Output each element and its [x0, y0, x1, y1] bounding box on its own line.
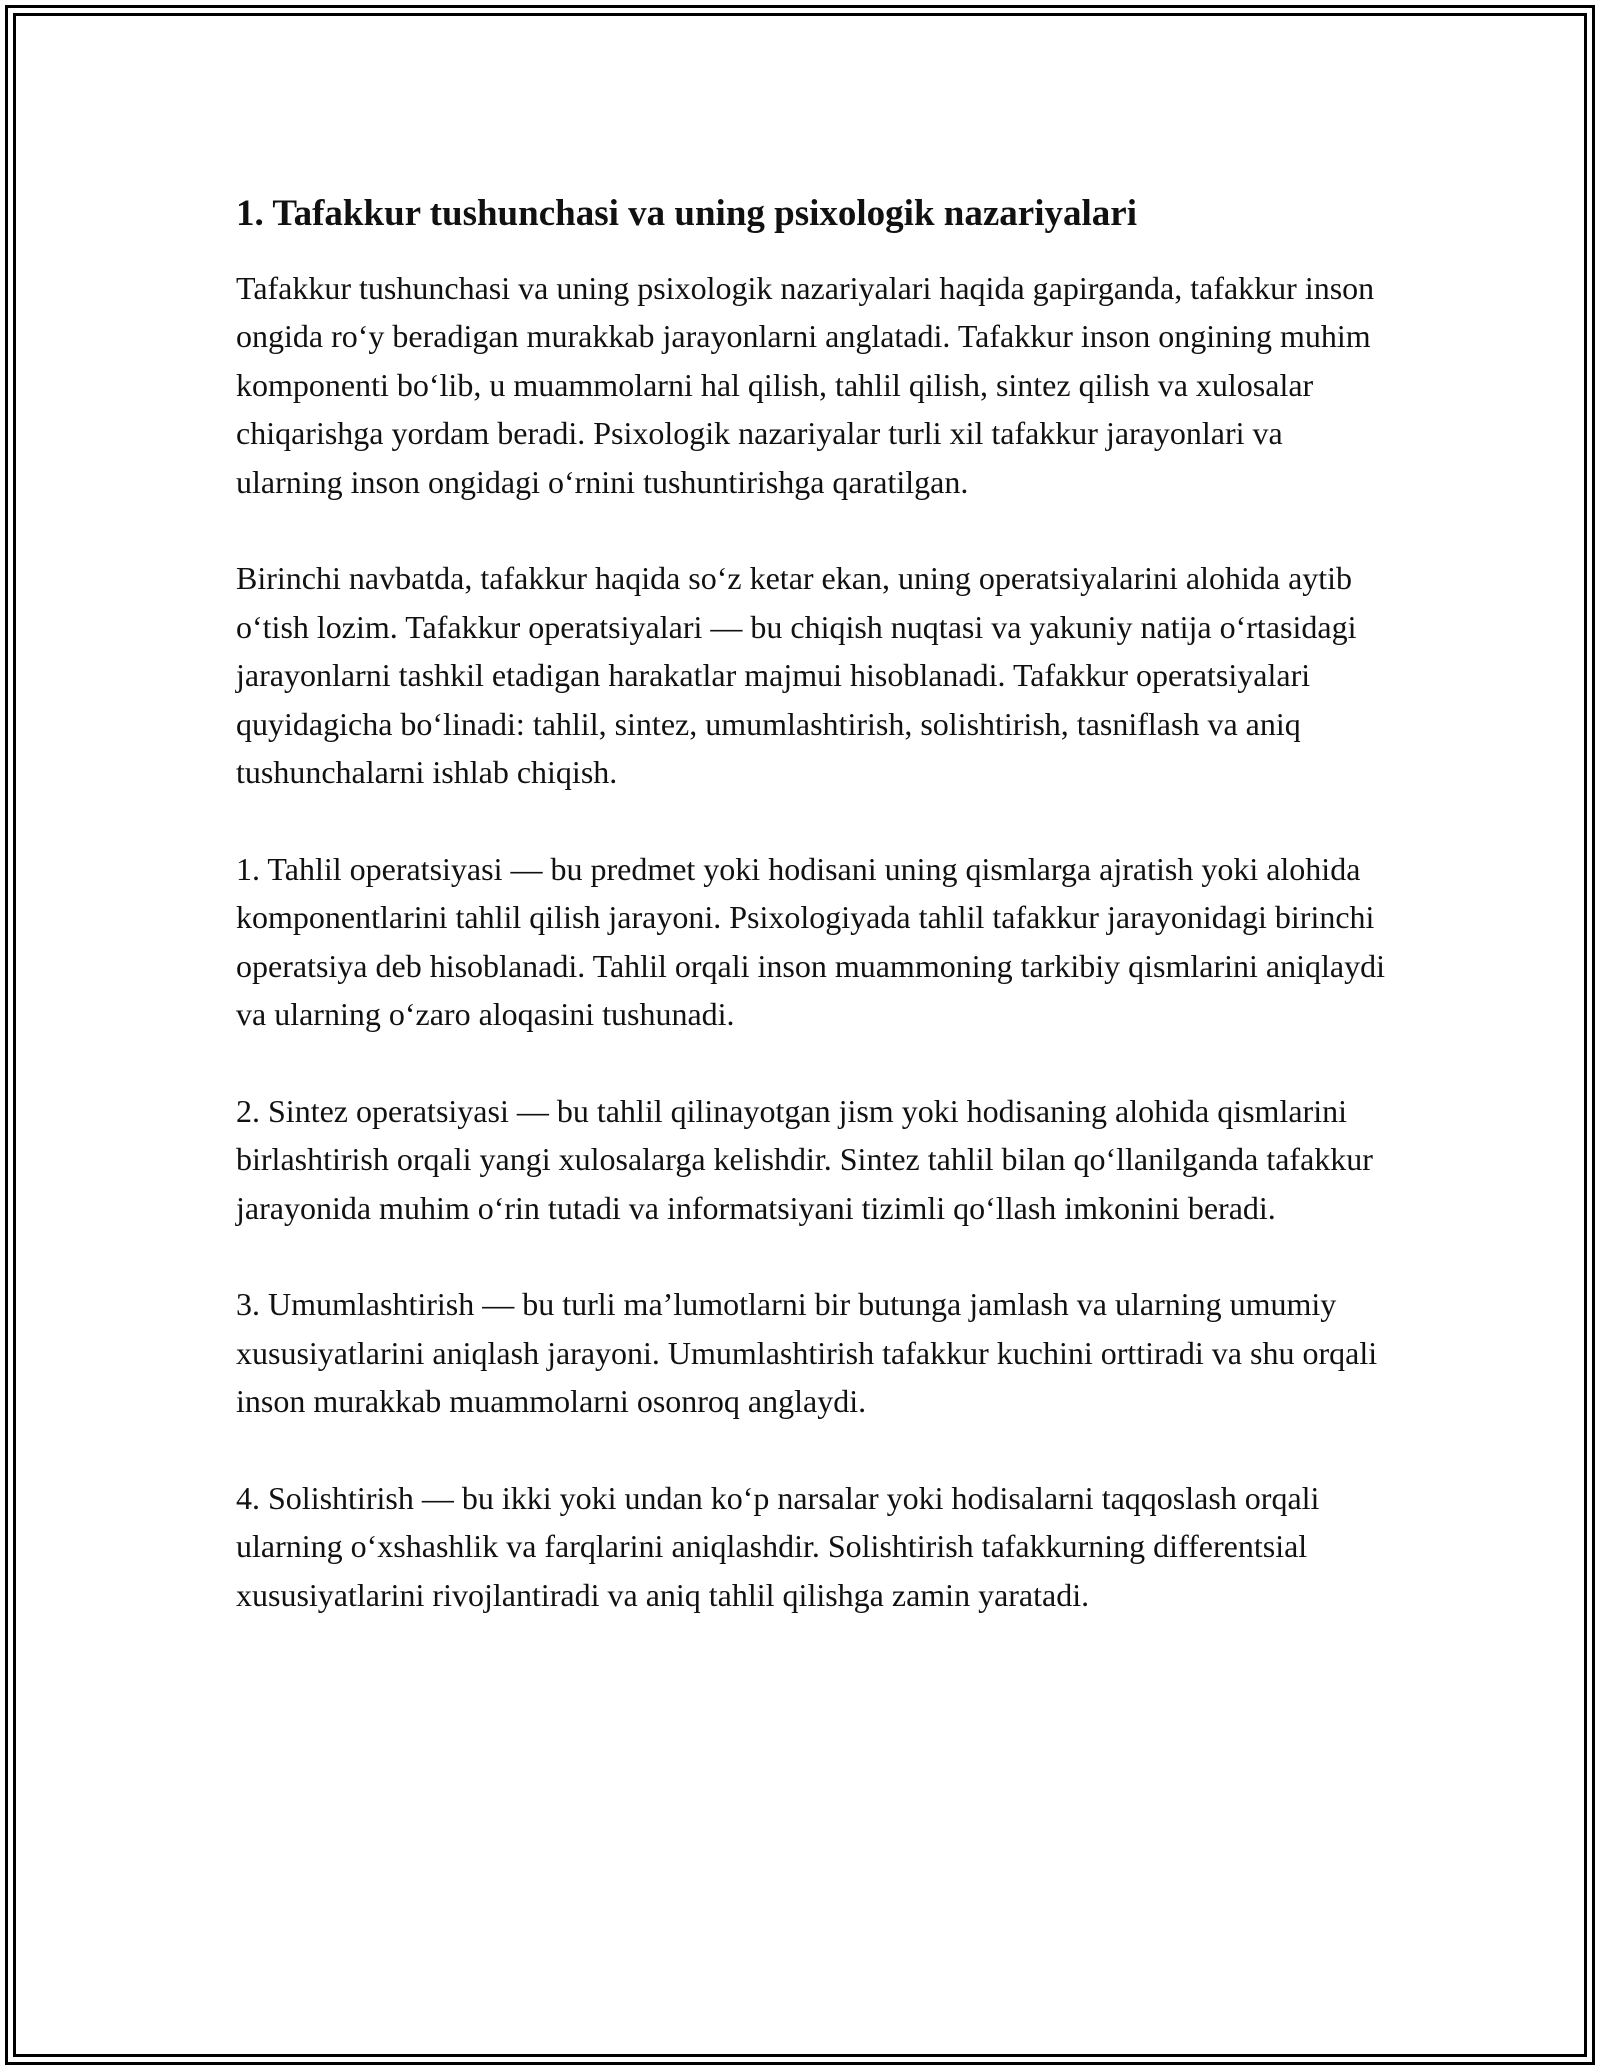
paragraph-operations: Birinchi navbatda, tafakkur haqida so‘z ketar ekan, uning operatsiyalarini alohida aytib o‘tish lozim. Tafakkur operatsiyalari — bu chiqish nuqtasi va yakuniy natija o‘rtasidagi jarayonlarni tashkil etadigan harakatlar majmui hisoblanadi. Tafakkur operatsiyalari quyidagicha bo‘linadi: tahlil, sintez, umumlashtirish, solishtirish, tasniflash va aniq tushunchalarni ishlab chiqish. [236, 560, 1357, 791]
paragraph-comparison: 4. Solishtirish — bu ikki yoki undan ko‘p narsalar yoki hodisalarni taqqoslash orqali ularning o‘xshashlik va farqlarini aniqlashdir. Solishtirish tafakkurning differentsial xususiyatlarini rivojlantiradi va aniq tahlil qilishga zamin yaratadi. [236, 1480, 1320, 1613]
paragraph-analysis: 1. Tahlil operatsiyasi — bu predmet yoki hodisani uning qismlarga ajratish yoki alohida komponentlarini tahlil qilish jarayoni. Psixologiyada tahlil tafakkur jarayonidagi birinchi operatsiya deb hisoblanadi. Tahlil orqali inson muammoning tarkibiy qismlarini aniqlaydi va ularning o‘zaro aloqasini tushunadi. [236, 850, 1385, 1033]
section-heading: 1. Tafakkur tushunchasi va uning psixologik nazariyalari [236, 193, 1137, 234]
document-body [236, 190, 1386, 1619]
paragraph-generalization: 3. Umumlashtirish — bu turli ma’lumotlarni bir butunga jamlash va ularning umumiy xususiyatlarini aniqlash jarayoni. Umumlashtirish tafakkur kuchini orttiradi va shu orqali inson murakkab muammolarni osonroq anglaydi. [236, 1286, 1378, 1420]
paragraph-synthesis: 2. Sintez operatsiyasi — bu tahlil qilinayotgan jism yoki hodisaning alohida qismlarini birlashtirish orqali yangi xulosalarga kelishdir. Sintez tahlil bilan qo‘llanilganda tafakkur jarayonida muhim o‘rin tutadi va informatsiyani tizimli qo‘llash imkonini beradi. [236, 1092, 1373, 1226]
paragraph-intro: Tafakkur tushunchasi va uning psixologik nazariyalari haqida gapirganda, tafakkur inson ongida ro‘y beradigan murakkab jarayonlarni anglatadi. Tafakkur inson ongining muhim komponenti bo‘lib, u muammolarni hal qilish, tahlil qilish, sintez qilish va xulosalar chiqarishga yordam beradi. Psixologik nazariyalar turli xil tafakkur jarayonlari va ularning inson ongidagi o‘rnini tushuntirishga qaratilgan. [236, 270, 1375, 500]
